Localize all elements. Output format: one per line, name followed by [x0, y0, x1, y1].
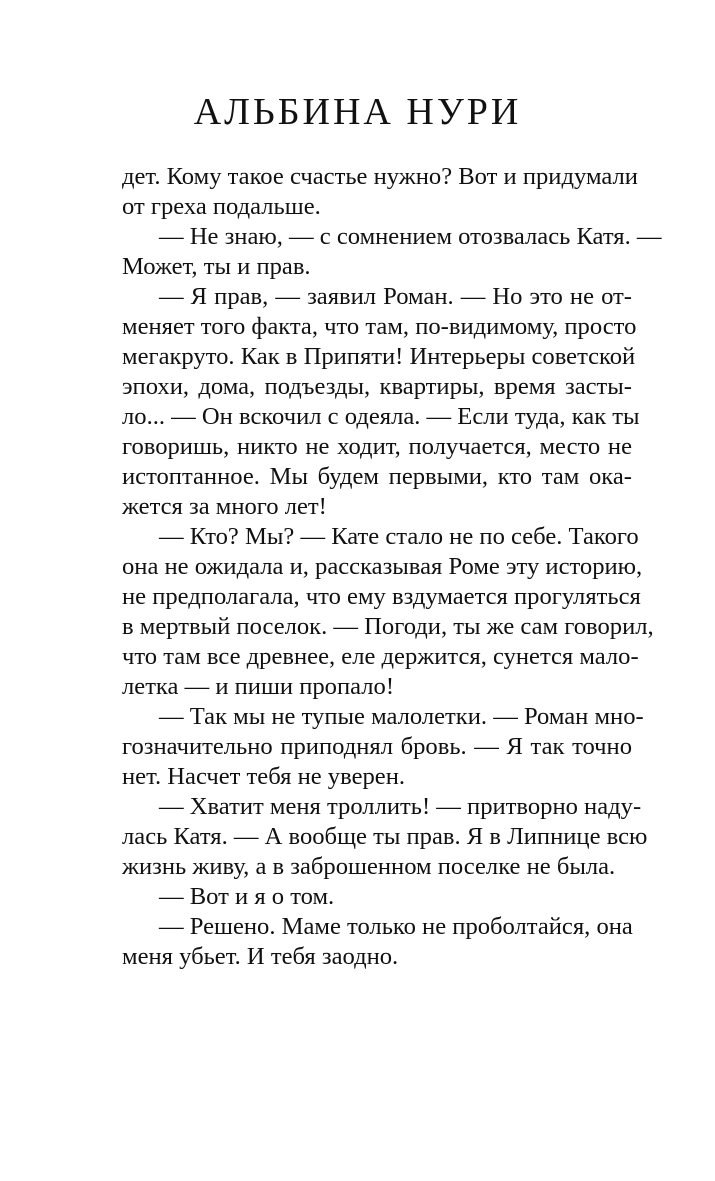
- text-line: говоришь, никто не ходит, получается, место не: [122, 433, 632, 460]
- text-line: — Кто? Мы? — Кате стало не по себе. Такого: [159, 523, 639, 550]
- text-line: — Решено. Маме только не проболтайся, она: [159, 913, 633, 940]
- text-line: жизнь живу, а в заброшенном поселке не была.: [122, 853, 616, 880]
- text-line: от греха подальше.: [122, 193, 321, 220]
- body-text: [122, 162, 662, 972]
- text-line: — Хватит меня троллить! — притворно наду-: [159, 793, 642, 820]
- text-line: мегакруто. Как в Припяти! Интерьеры советской: [122, 343, 636, 370]
- text-line: истоптанное. Мы будем первыми, кто там ока-: [122, 463, 632, 490]
- text-line: гозначительно приподнял бровь. — Я так точно: [122, 733, 632, 760]
- text-line: жется за много лет!: [122, 493, 327, 520]
- text-line: — Не знаю, — с сомнением отозвалась Катя. —: [159, 223, 662, 250]
- paragraph: [122, 702, 644, 792]
- text-line: дет. Кому такое счастье нужно? Вот и придумали: [122, 163, 638, 190]
- text-line: летка — и пиши пропало!: [122, 673, 395, 700]
- text-line: — Так мы не тупые малолетки. — Роман мно-: [159, 703, 644, 730]
- text-line: меня убьет. И тебя заодно.: [122, 943, 399, 970]
- paragraph: [122, 282, 640, 522]
- text-line: эпохи, дома, подъезды, квартиры, время засты-: [122, 373, 632, 400]
- running-head-author: АЛЬБИНА НУРИ: [193, 91, 522, 133]
- paragraph: [122, 882, 632, 912]
- paragraph: [122, 162, 638, 222]
- text-line: — Я прав, — заявил Роман. — Но это не от-: [159, 283, 632, 310]
- text-line: она не ожидала и, рассказывая Роме эту историю,: [122, 553, 643, 580]
- paragraph: [122, 222, 662, 282]
- paragraph: [122, 792, 648, 882]
- text-line: в мертвый поселок. — Погоди, ты же сам говорил,: [122, 613, 654, 640]
- text-line: — Вот и я о том.: [159, 883, 335, 910]
- text-line: ло... — Он вскочил с одеяла. — Если туда, как ты: [122, 403, 640, 430]
- text-line: не предполагала, что ему вздумается прогуляться: [122, 583, 641, 610]
- paragraph: [122, 912, 632, 972]
- text-line: Может, ты и прав.: [122, 253, 311, 280]
- text-line: меняет того факта, что там, по-видимому, просто: [122, 313, 637, 340]
- paragraph: [122, 522, 654, 702]
- text-line: лась Катя. — А вообще ты прав. Я в Липнице всю: [122, 823, 648, 850]
- text-line: что там все древнее, еле держится, сунется мало-: [122, 643, 639, 670]
- text-line: нет. Насчет тебя не уверен.: [122, 763, 406, 790]
